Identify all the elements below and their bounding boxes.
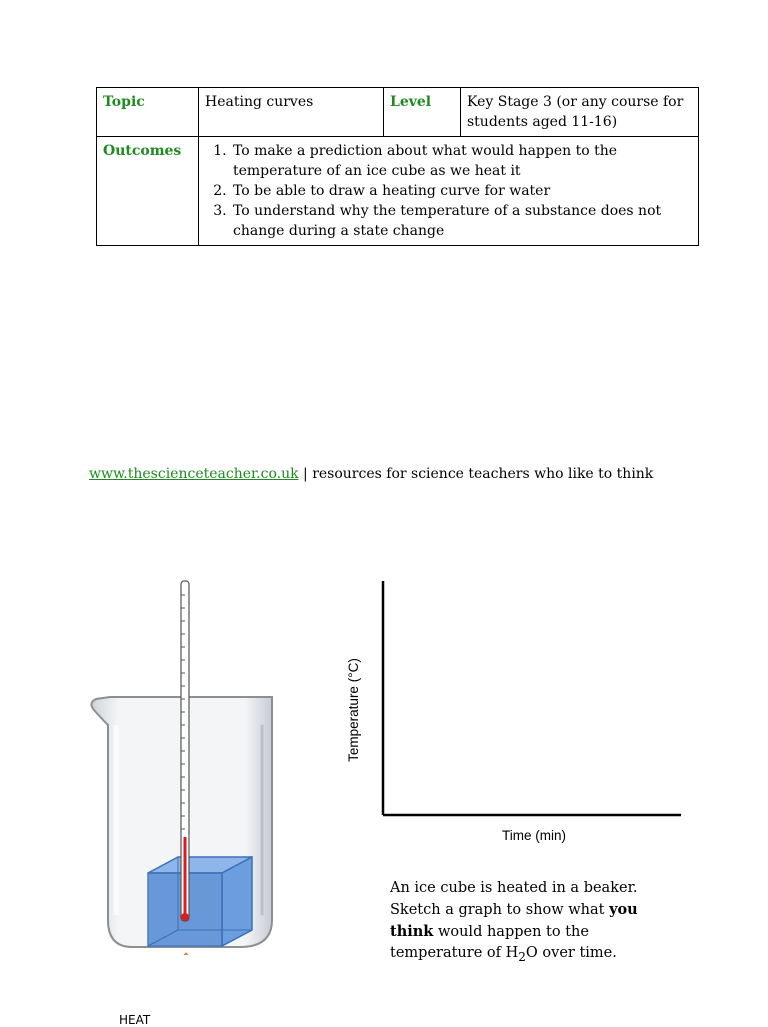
outcomes-list (205, 141, 692, 241)
table-row (97, 137, 699, 246)
x-axis-label: Time (min) (502, 828, 566, 843)
heat-arrow-icon (166, 953, 206, 955)
level-value: Key Stage 3 (or any course for students aged 11-16) (461, 88, 699, 137)
task-instructions: An ice cube is heated in a beaker. Sketch a graph to show what you think would happen to the temperature of $H_2O$ over time. (390, 880, 638, 964)
outcomes-label: Outcomes (97, 137, 199, 246)
footer-line (89, 466, 653, 482)
heat-label: HEAT (119, 1013, 151, 1027)
topic-value: Heating curves (199, 88, 384, 137)
level-label: Level (384, 88, 461, 137)
outcomes-cell (199, 137, 699, 246)
topic-label: Topic (97, 88, 199, 137)
footer-tagline: | resources for science teachers who like to think (298, 466, 654, 482)
beaker-illustration (80, 575, 285, 955)
ice-cube (148, 857, 252, 946)
list-item: 1. To make a prediction about what would happen to the temperature of an ice cube as we heat it (231, 141, 692, 181)
site-link[interactable]: www.thescienceteacher.co.uk (89, 466, 299, 482)
temperature-time-graph (340, 575, 685, 850)
lesson-info-table (96, 87, 699, 246)
thermometer (181, 581, 189, 921)
list-item: 2. To be able to draw a heating curve for water (231, 181, 692, 201)
list-item: 3. To understand why the temperature of a substance does not change during a state change (231, 201, 692, 241)
table-row (97, 88, 699, 137)
y-axis-label: Temperature (°C) (346, 658, 361, 762)
emphasis-text: you think (390, 901, 638, 940)
